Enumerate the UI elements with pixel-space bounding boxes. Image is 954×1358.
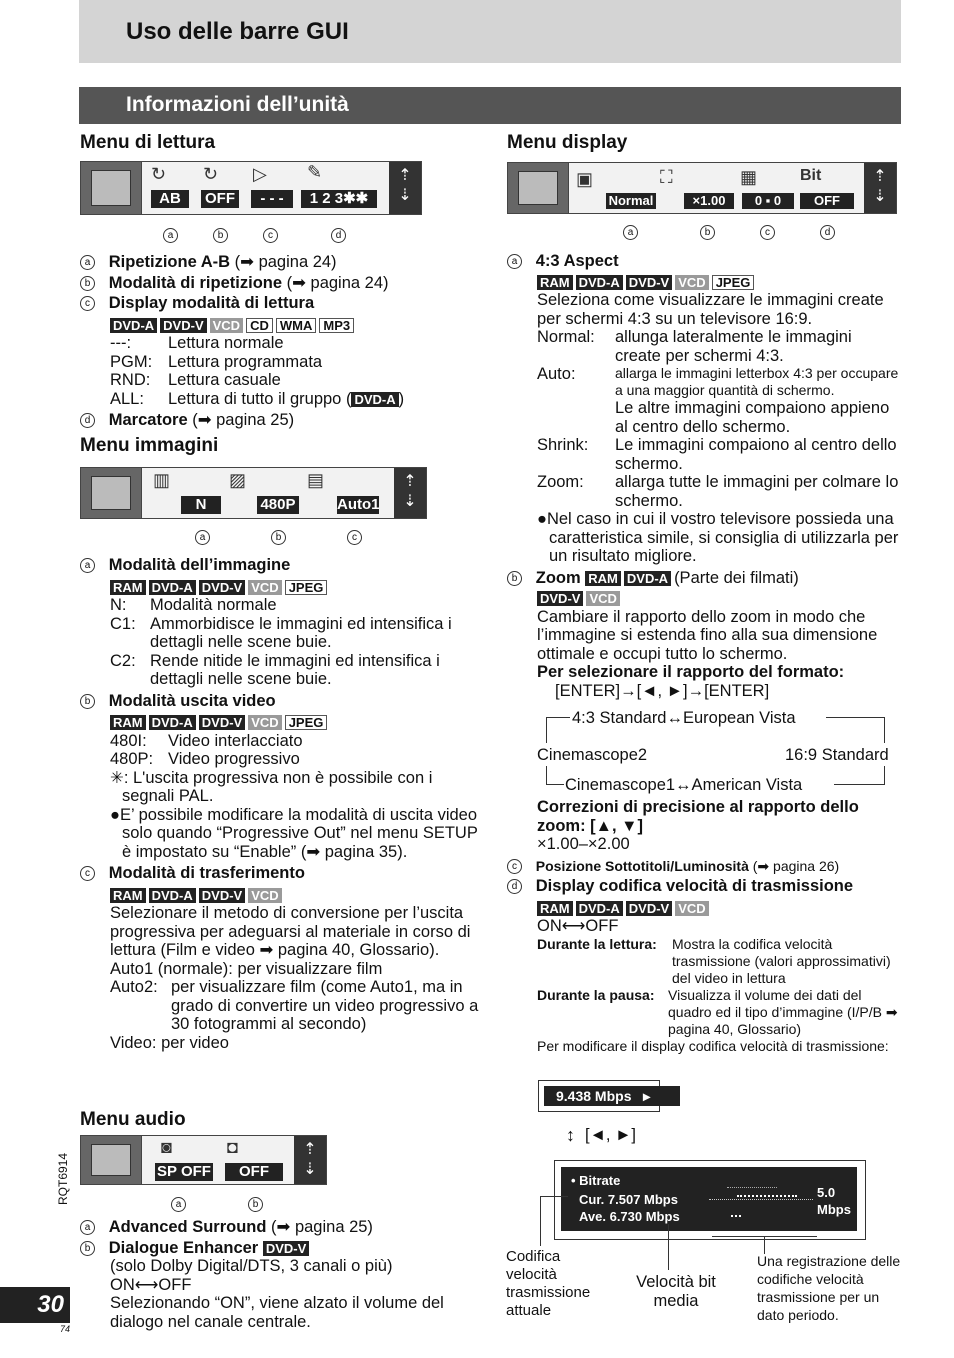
gui-value-off: OFF xyxy=(225,1163,283,1181)
caption-bitrate-record: Una registrazione delle codifiche velocità trasmissione per un dato periodo. xyxy=(757,1253,901,1323)
up-down-arrows-icon: ⇡ ⇣ xyxy=(864,163,896,213)
picture-icon xyxy=(81,468,142,518)
gui-value-position: 0 ▪ 0 xyxy=(742,193,794,209)
callout-a: a xyxy=(195,530,210,545)
video-output-icon: ▨ xyxy=(229,470,247,490)
section-title: Informazioni dell’unità xyxy=(126,93,349,116)
bitrate-ave: Ave. 6.730 Mbps xyxy=(579,1209,680,1224)
callout-c: c xyxy=(760,225,775,240)
picture-mode-icon: ▥ xyxy=(153,470,171,490)
bitrate-history-graph xyxy=(707,1179,815,1225)
caption-line xyxy=(668,1224,669,1270)
gui-value-normal: Normal xyxy=(606,193,656,209)
bitrate-title: • Bitrate xyxy=(571,1173,621,1188)
callout-c: c xyxy=(347,530,362,545)
display-icon xyxy=(508,163,569,213)
reading-gui-bar xyxy=(80,161,422,215)
cycle-line xyxy=(884,766,885,784)
cycle-line xyxy=(826,717,884,718)
caption-current-bitrate: Codifica velocità trasmissione attuale xyxy=(506,1248,591,1319)
callout-b: b xyxy=(700,225,715,240)
format-standard-european: 4:3 Standard↔European Vista xyxy=(572,709,796,727)
gui-value-repeat: OFF xyxy=(201,190,239,208)
bitrate-icon: Bit xyxy=(800,167,822,184)
play-mode-icon: ▷ xyxy=(253,164,267,184)
document-code: RQT6914 xyxy=(56,1152,70,1205)
display-items: a 4:3 Aspect RAM DVD-A DVD-V VCD JPEG Seleziona come visualizzare le immagini create per schermi 4:3 su un televisore 16:9. Normal: allunga lateralmente le immagini create per schermi 4:3. Auto: allarga le immagini letterbox 4:3 per occupare a una maggior quantità di schermo. Le altre immagini compaiono appieno al centro dello schermo. Shrink: Le immagini compaiono al centro dello schermo. Zoom: allarga tutte le immagini per colmare lo schermo. ●Nel caso in cui il vostro televisore possieda una caratteristica simile, si consiglia di utilizzarla per un risultato migliore. b Zoom RAM DVD-A (Parte dei filmati) DVD-V VCD Cambiare il rapporto dello zoom in modo che l’immagine si estenda fino alla sua dimensione ottimale e occupi tutto lo schermo. Per selezionare il rapporto del formato: [ENTER]→[◄, ►]→[ENTER] xyxy=(507,252,902,700)
zoom-icon: ⛶ xyxy=(660,167,673,187)
callout-d: d xyxy=(820,225,835,240)
up-down-arrow-icon: ↕ xyxy=(566,1125,575,1145)
page-number: 30 xyxy=(0,1287,70,1323)
gui-value-ab: AB xyxy=(151,190,189,208)
cycle-line xyxy=(546,766,547,784)
cycle-line xyxy=(546,717,570,718)
aspect-icon: ▣ xyxy=(576,169,594,189)
bitrate-current-value: 9.438 Mbps ▸ xyxy=(544,1086,680,1106)
cycle-line xyxy=(546,717,547,743)
callout-a: a xyxy=(171,1197,186,1212)
gui-value-n: N xyxy=(181,496,221,514)
page-title: Uso delle barre GUI xyxy=(126,18,349,45)
surround-icon: ◙ xyxy=(161,1137,172,1157)
bitrate-graph-box xyxy=(554,1160,866,1240)
callout-a: a xyxy=(163,228,178,243)
audio-items: a Advanced Surround (➡ pagina 25) b Dialogue Enhancer DVD-V (solo Dolby Digital/DTS, 3 canali o più) ON⟷OFF Selezionando “ON”, viene alzato il volume del dialogo nel canale centrale. xyxy=(80,1218,480,1331)
cycle-line xyxy=(884,717,885,743)
audio-menu-title: Menu audio xyxy=(80,1109,186,1130)
small-page-number: 74 xyxy=(60,1324,71,1334)
caption-average-bitrate: Velocità bit media xyxy=(636,1273,716,1310)
callout-b: b xyxy=(213,228,228,243)
format-cinemascope1-american: Cinemascope1↔American Vista xyxy=(565,776,803,794)
bitrate-scale-value: 5.0 xyxy=(817,1185,836,1200)
section-bar xyxy=(79,87,901,124)
repeat-icon: ↻ xyxy=(203,164,219,184)
callout-b: b xyxy=(248,1197,263,1212)
gui-value-marker: 1 2 3✱✱ xyxy=(301,190,377,208)
audio-gui-bar xyxy=(80,1135,327,1185)
image-gui-bar xyxy=(80,467,427,519)
gui-value-sp-off: SP OFF xyxy=(155,1163,213,1181)
format-cinemascope2: Cinemascope2 xyxy=(537,746,648,764)
gui-value-480p: 480P xyxy=(257,496,299,514)
callout-b: b xyxy=(271,530,286,545)
image-menu-title: Menu immagini xyxy=(80,435,219,456)
caption-line xyxy=(540,1196,541,1246)
reading-items: a Ripetizione A-B (➡ pagina 24) b Modalità di ripetizione (➡ pagina 24) c Display modalità di lettura DVD-A DVD-V VCD CD WMA MP3 ---: Lettura normale PGM: Lettura programmata RND: Lettura casuale ALL: Lettura di tutto il gruppo ( DVD-A ) d Marcatore (➡ pagina 25) xyxy=(80,253,480,430)
bitrate-small-box xyxy=(538,1080,660,1112)
bitrate-cur: Cur. 7.507 Mbps xyxy=(579,1192,678,1207)
marker-icon: ✎ xyxy=(307,162,323,182)
callout-c: c xyxy=(263,228,278,243)
gui-value-auto1: Auto1 xyxy=(337,496,380,513)
bitrate-scale-unit: Mbps xyxy=(817,1202,851,1217)
reading-menu-title: Menu di lettura xyxy=(80,132,216,153)
up-down-arrows-icon: ⇡ ⇣ xyxy=(389,162,421,214)
caption-line xyxy=(540,1196,568,1197)
callout-d: d xyxy=(331,228,346,243)
callout-a: a xyxy=(623,225,638,240)
dialogue-icon: ◘ xyxy=(227,1137,238,1157)
repeat-ab-icon: ↻ xyxy=(151,164,167,184)
transfer-mode-icon: ▤ xyxy=(307,470,325,490)
display-gui-bar xyxy=(507,162,897,214)
subtitle-position-icon: ▦ xyxy=(740,167,758,187)
left-right-keys: [◄, ►] xyxy=(585,1126,636,1144)
image-items: a Modalità dell’immagine RAM DVD-A DVD-V VCD JPEG N: Modalità normale C1: Ammorbidisce le immagini ed intensifica i dettagli nelle scene buie. C2: Rende nitide le immagini ed intensifica i dettagli nelle scene buie. b Modalità uscita video RAM DVD-A DVD-V VCD JPEG 480I: Video interlacciato 480P: Video progressivo ✳: L'uscita progressiva non è possibile con i segnali PAL. ●E’ possibile modificare la modalità di uscita video solo quando “Progressive Out” nel menu SETUP è impostato su “Enable” (➡ pagina 35). c Modalità di trasferimento RAM DVD-A DVD-V VCD Selezionare il metodo di conversione per l’uscita progressiva per adeguarsi al materiale in corso di lettura (Film e video ➡ pagina 40, Glossario). Auto1 (normale): per visualizzare film Auto2: per visualizzare film (come Auto1, ma in grado di convertire un video progressivo a 30 fotogrammi al secondo) Video: per video xyxy=(80,556,480,1052)
cycle-line xyxy=(834,784,885,785)
gui-value-playmode: - - - xyxy=(251,190,293,208)
speaker-icon xyxy=(81,1136,142,1184)
up-down-arrows-icon: ⇡ ⇣ xyxy=(394,468,426,518)
title-bar xyxy=(79,0,901,63)
gui-value-zoom: ×1.00 xyxy=(684,193,734,209)
gui-value-bit-off: OFF xyxy=(800,193,854,209)
bitrate-graph-panel xyxy=(561,1167,857,1231)
display-items-2: Correzioni di precisione al rapporto dello zoom: [▲, ▼] ×1.00–×2.00 c Posizione Sottotitoli/Luminosità (➡ pagina 26) d Display codifica velocità di trasmissione RAM DVD-A DVD-V VCD ON⟷OFF Durante la lettura: Mostra la codifica velocità trasmissione (valori approssimativi) del video in lettura Durante la pausa: Visualizza il volume dei dati del quadro ed il tipo d’immagine (I/P/B ➡ pagina 40, Glossario) Per modificare il display codifica velocità di trasmissione: xyxy=(507,798,902,1055)
display-menu-title: Menu display xyxy=(507,132,628,153)
format-16-9-standard: 16:9 Standard xyxy=(785,746,889,764)
disc-icon xyxy=(81,162,142,214)
up-down-arrows-icon: ⇡ ⇣ xyxy=(294,1136,326,1184)
cycle-line xyxy=(546,784,564,785)
